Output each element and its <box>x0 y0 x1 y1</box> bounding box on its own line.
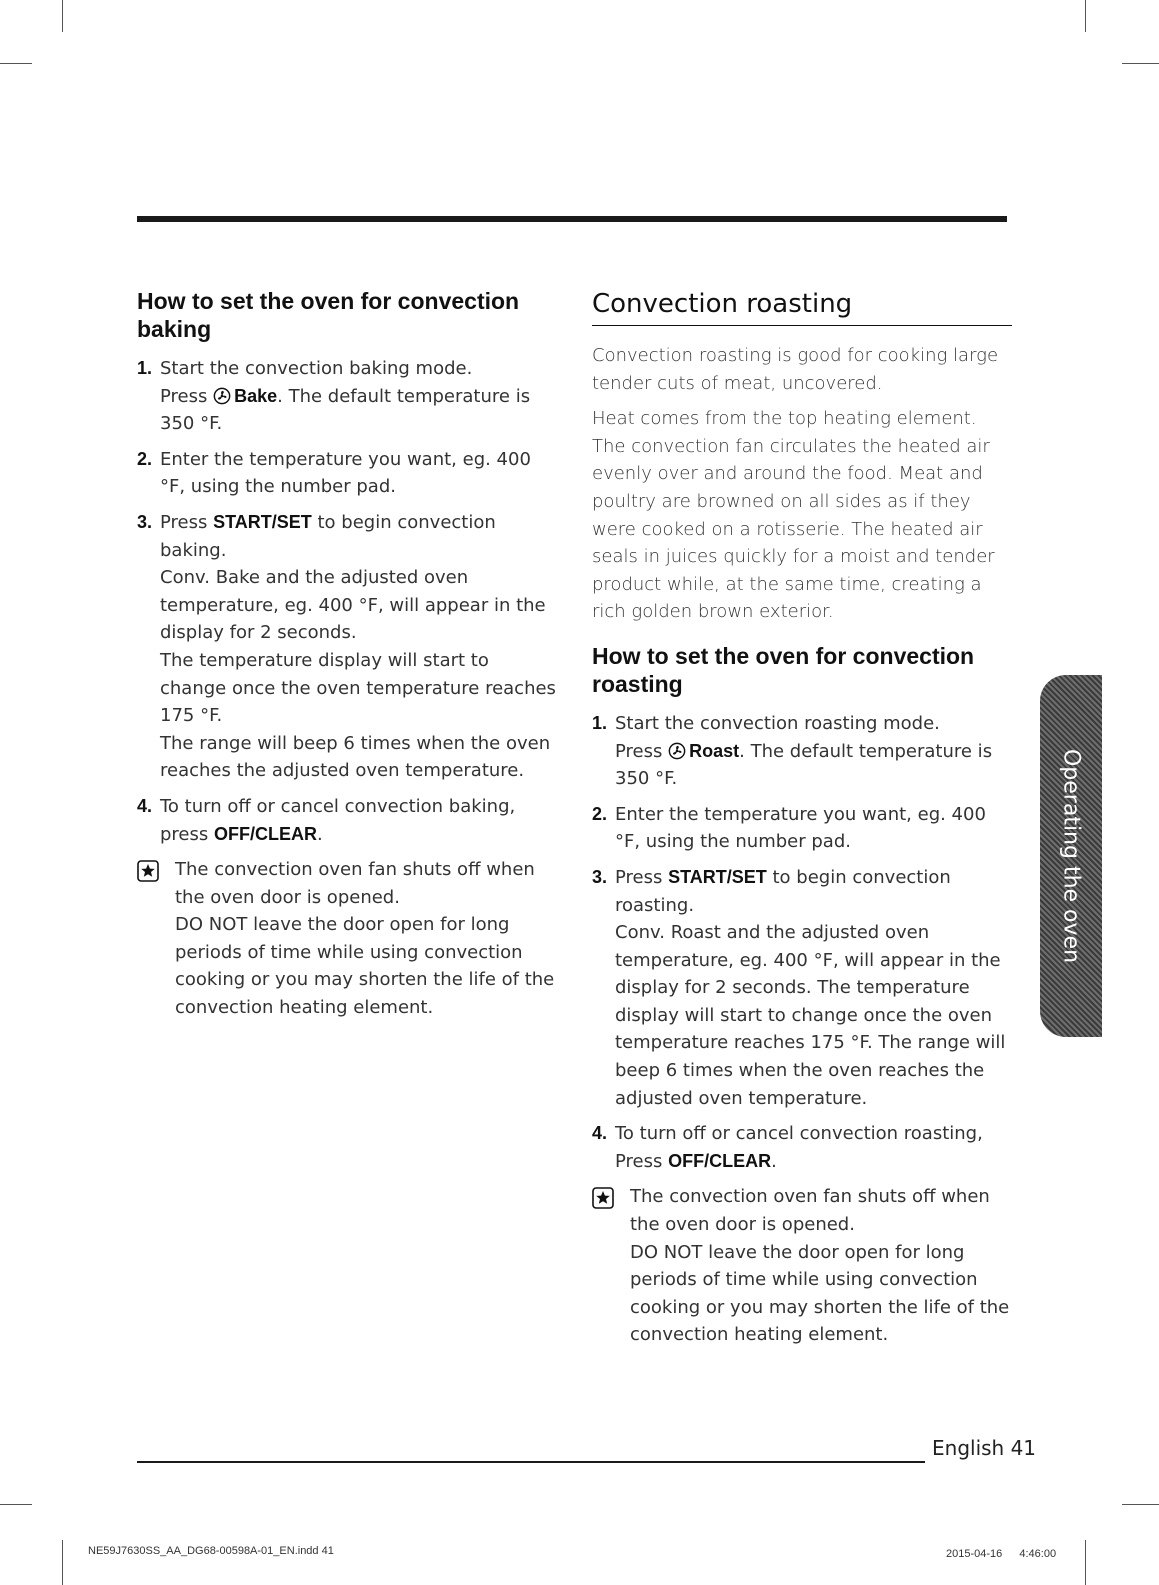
section-title-roasting: Convection roasting <box>592 287 1012 326</box>
off-clear-key: OFF/CLEAR <box>668 1150 772 1171</box>
crop-mark <box>0 1504 32 1505</box>
note-text: The convection oven fan shuts off when the oven door is opened. <box>175 859 535 908</box>
step-text: to begin convection roasting. <box>615 866 951 916</box>
print-file-name: NE59J7630SS_AA_DG68-00598A-01_EN.indd 41 <box>88 1545 334 1557</box>
header-rule <box>137 216 1007 222</box>
step-detail: The temperature display will start to change once the oven temperature reaches 175 °F. <box>160 649 556 727</box>
print-timestamp: 2015-04-16 4:46:00 <box>946 1548 1057 1560</box>
crop-mark <box>62 0 63 32</box>
roast-key: Roast <box>689 740 740 761</box>
start-set-key: START/SET <box>213 511 312 532</box>
step-text: Start the convection baking mode. <box>160 358 473 379</box>
note-text: DO NOT leave the door open for long periods of time while using convection cooking or you may shorten the life of the convection heating element. <box>630 1241 1010 1346</box>
step-number: 2. <box>592 803 608 824</box>
note <box>592 1183 1012 1349</box>
step-text: Enter the temperature you want, eg. 400 °F, using the number pad. <box>615 803 986 853</box>
footer-rule <box>137 1461 925 1463</box>
right-column <box>592 287 1012 1357</box>
step-number: 4. <box>137 795 153 816</box>
step-text: To turn off or cancel convection baking, press <box>160 795 516 845</box>
step-detail: Conv. Roast and the adjusted oven temperature, eg. 400 °F, will appear in the display for 2 seconds. The temperature display will start to change once the oven temperature reaches 175 °F. The range will beep 6 times when the oven reaches the adjusted oven temperature. <box>615 922 1006 1109</box>
step-text: . <box>316 823 323 845</box>
step-text: . <box>771 1150 777 1172</box>
step-text: Press <box>160 385 214 407</box>
off-clear-key: OFF/CLEAR <box>213 823 317 844</box>
crop-mark <box>1085 0 1086 32</box>
step-4 <box>137 793 557 848</box>
section-heading-roasting: How to set the oven for convection roasting <box>592 642 975 697</box>
step-text: to begin convection baking. <box>160 511 496 561</box>
step-number: 1. <box>592 712 608 733</box>
star-note-icon <box>137 860 159 882</box>
step-number: 4. <box>592 1123 608 1144</box>
note <box>137 856 557 1022</box>
step-text: To turn off or cancel convection roasting, Press <box>615 1123 983 1172</box>
step-detail: Conv. Bake and the adjusted oven temperature, eg. 400 °F, will appear in the display for 2 seconds. <box>160 567 546 644</box>
convection-fan-icon <box>213 387 231 405</box>
step-3 <box>137 509 557 785</box>
page-number: English 41 <box>932 1436 1037 1460</box>
step-4 <box>592 1120 1012 1175</box>
step-number: 3. <box>137 511 153 532</box>
step-detail: The range will beep 6 times when the oven reaches the adjusted oven temperature. <box>160 732 551 782</box>
note-text: The convection oven fan shuts off when the oven door is opened. <box>630 1186 990 1236</box>
chapter-tab <box>1040 675 1102 1037</box>
step-text: . The default temperature is 350 °F. <box>160 385 531 435</box>
step-number: 1. <box>137 358 153 378</box>
crop-mark <box>62 1540 63 1585</box>
intro-paragraph: Convection roasting is good for cooking large tender cuts of meat, uncovered. <box>592 345 999 394</box>
bake-key: Bake <box>234 385 278 406</box>
crop-mark <box>1085 1540 1086 1585</box>
note-text: DO NOT leave the door open for long periods of time while using convection cooking or you may shorten the life of the convection heating element. <box>175 914 555 1019</box>
star-note-icon <box>592 1187 614 1209</box>
step-2 <box>137 446 557 501</box>
step-1 <box>592 710 1012 793</box>
crop-mark <box>1122 63 1159 64</box>
step-text: . The default temperature is 350 °F. <box>615 740 993 790</box>
convection-fan-icon <box>668 742 686 760</box>
chapter-tab-label: Operating the oven <box>1058 748 1084 964</box>
step-text: Press <box>615 740 669 762</box>
crop-mark <box>0 63 32 64</box>
step-2 <box>592 801 1012 856</box>
start-set-key: START/SET <box>668 866 767 887</box>
step-1 <box>137 355 557 438</box>
intro-paragraph: Heat comes from the top heating element. The convection fan circulates the heated air evenly over and around the food. Meat and poultry are browned on all sides as if they were cooked on a rotisserie. The heated air seals in juices quickly for a moist and tender product while, at the same time, creating a rich golden brown exterior. <box>592 408 995 623</box>
step-text: Start the convection roasting mode. <box>615 712 940 734</box>
step-text: Enter the temperature you want, eg. 400 °F, using the number pad. <box>160 448 531 498</box>
crop-mark <box>1122 1504 1159 1505</box>
left-column <box>137 287 557 1030</box>
step-number: 3. <box>592 866 608 887</box>
step-number: 2. <box>137 448 153 469</box>
step-text: Press <box>160 511 214 533</box>
step-text: Press <box>615 866 669 888</box>
section-heading-baking: How to set the oven for convection baking <box>137 288 520 342</box>
step-3 <box>592 864 1012 1112</box>
